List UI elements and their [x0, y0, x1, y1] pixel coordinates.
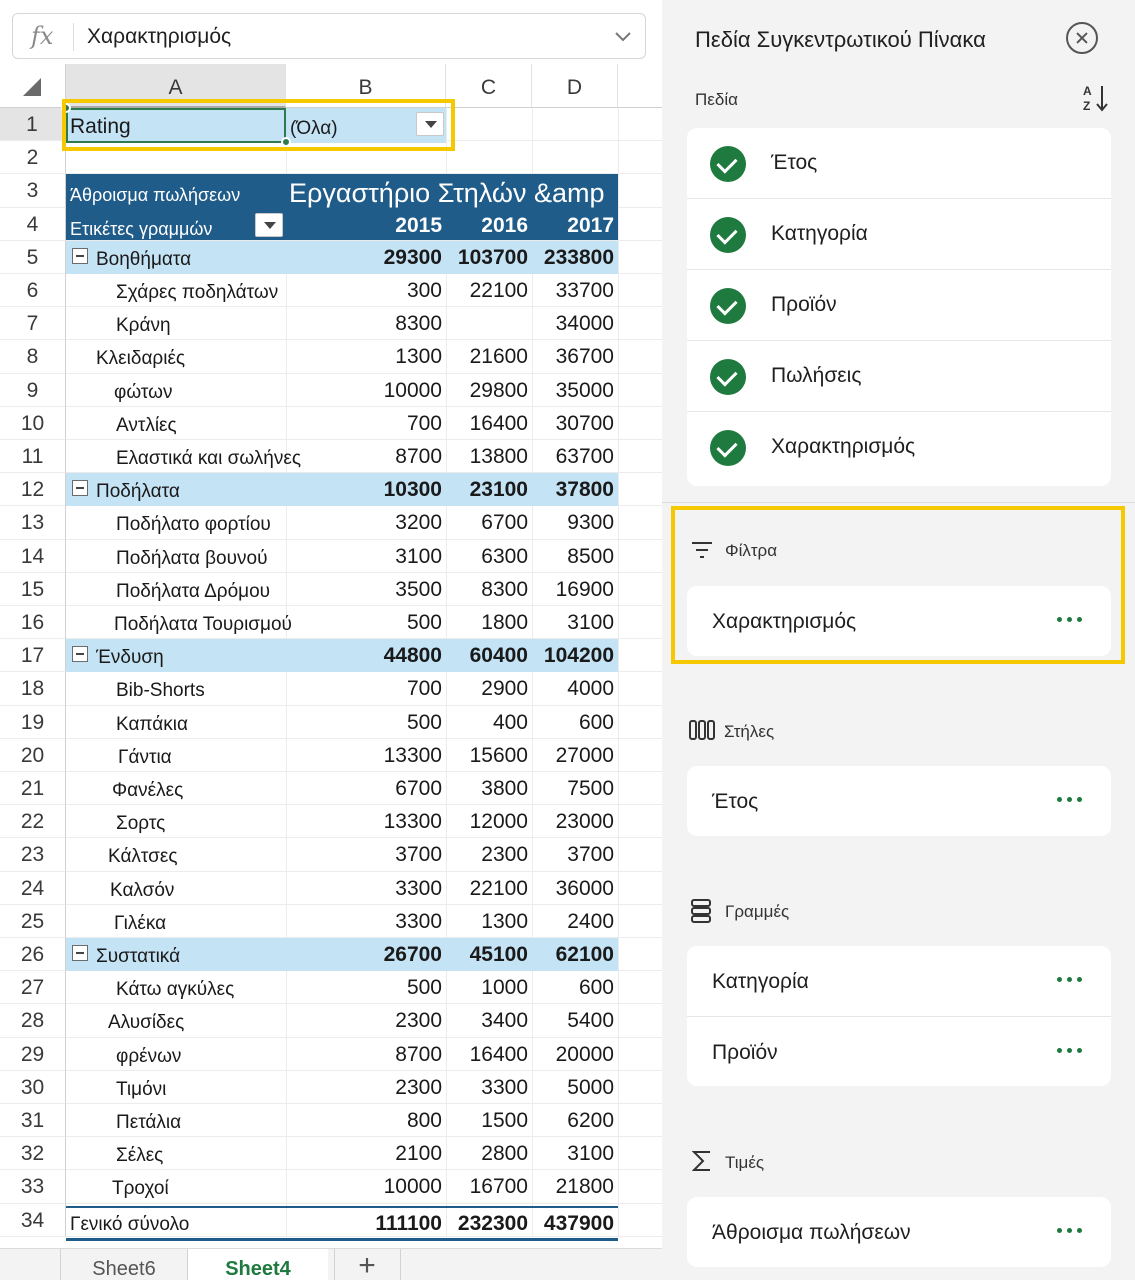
grid-line — [66, 1037, 662, 1038]
filter-area-item[interactable]: Χαρακτηρισμός — [712, 610, 857, 633]
row-header[interactable]: 30 — [0, 1071, 66, 1104]
field-label: Κατηγορία — [771, 222, 868, 245]
grid-line — [66, 1070, 662, 1071]
pivot-column-labels[interactable]: Εργαστήριο Στηλών &amp — [289, 178, 605, 208]
pivot-value-cell[interactable]: 800 — [406, 1109, 442, 1132]
pivot-item-label[interactable]: Τροχοί — [112, 1178, 169, 1200]
grid-line — [446, 108, 447, 1237]
row-header[interactable]: 5 — [0, 241, 66, 274]
filter-icon — [691, 541, 713, 559]
collapse-icon[interactable] — [72, 480, 88, 496]
pivot-value-cell[interactable]: 1500 — [481, 1109, 528, 1132]
pivot-value-cell[interactable]: 1000 — [481, 976, 528, 1000]
pivot-value-cell[interactable]: 3100 — [567, 1142, 614, 1166]
pivot-value-cell[interactable]: 20000 — [555, 1042, 614, 1066]
more-options-icon[interactable] — [1057, 617, 1083, 625]
pivot-value-cell[interactable]: 37800 — [555, 478, 614, 502]
row-header[interactable]: 26 — [0, 938, 66, 971]
pivot-item-label[interactable]: Κράνη — [116, 315, 171, 337]
pivot-value-cell[interactable]: 10000 — [383, 1175, 442, 1199]
row-header[interactable]: 23 — [0, 838, 66, 871]
fields-list — [687, 128, 1111, 486]
column-header-e[interactable] — [618, 64, 662, 108]
grand-total-value: 437900 — [543, 1212, 614, 1235]
row-labels-caption: Ετικέτες γραμμών — [70, 219, 213, 239]
pivot-item-label[interactable]: Αντλίες — [116, 414, 177, 436]
pivot-value-cell[interactable]: 36000 — [555, 876, 614, 900]
grid-line — [66, 339, 662, 340]
pivot-value-cell[interactable]: 7500 — [567, 777, 614, 800]
pivot-value-cell[interactable]: 2100 — [395, 1142, 442, 1166]
columns-icon — [689, 720, 715, 740]
field-row[interactable] — [687, 128, 1111, 199]
pivot-value-cell[interactable]: 400 — [492, 710, 528, 734]
grand-total-value: 232300 — [457, 1212, 528, 1235]
field-row[interactable] — [687, 412, 1111, 483]
field-row[interactable] — [687, 341, 1111, 412]
pivot-value-cell[interactable]: 33700 — [555, 279, 614, 302]
pivot-value-cell[interactable]: 3400 — [481, 1009, 528, 1033]
pivot-value-cell[interactable]: 3200 — [395, 511, 442, 535]
grand-total-rule — [66, 1206, 618, 1208]
pivot-value-cell[interactable]: 3500 — [395, 577, 442, 601]
collapse-icon[interactable] — [72, 248, 88, 264]
grid-line — [66, 1203, 662, 1204]
more-options-icon[interactable] — [1057, 1048, 1083, 1056]
close-icon[interactable] — [1066, 22, 1098, 54]
row-header[interactable]: 34 — [0, 1204, 66, 1237]
pivot-value-cell[interactable]: 22100 — [469, 279, 528, 302]
pane-title: Πεδία Συγκεντρωτικού Πίνακα — [695, 27, 986, 52]
row-header[interactable]: 4 — [0, 208, 66, 241]
pivot-item-label[interactable]: Αλυσίδες — [108, 1012, 185, 1034]
grid-line — [66, 738, 662, 739]
pivot-value-cell[interactable]: 3100 — [567, 611, 614, 634]
row-header[interactable]: 10 — [0, 407, 66, 440]
pivot-value-cell[interactable]: 16700 — [469, 1175, 528, 1199]
active-cell-selection — [66, 108, 286, 143]
pivot-value-cell[interactable]: 16400 — [469, 411, 528, 435]
row-header[interactable]: 18 — [0, 672, 66, 705]
column-header-c[interactable]: C — [446, 64, 532, 108]
tab-separator — [400, 1249, 401, 1280]
pivot-fields-pane — [662, 0, 1135, 1280]
pivot-value-cell[interactable]: 44800 — [383, 644, 442, 668]
row-header[interactable]: 2 — [0, 141, 66, 174]
pivot-value-cell[interactable]: 27000 — [555, 743, 614, 767]
row-header[interactable]: 8 — [0, 340, 66, 373]
column-header-d[interactable]: D — [532, 64, 618, 108]
grid-line — [66, 406, 662, 407]
pivot-value-cell[interactable]: 3700 — [567, 843, 614, 867]
grid-line — [66, 804, 662, 805]
pivot-value-cell[interactable]: 6700 — [481, 511, 528, 535]
checkbox-checked-icon[interactable] — [710, 288, 746, 324]
values-area — [687, 1197, 1111, 1267]
pivot-value-cell[interactable]: 1300 — [481, 909, 528, 933]
pivot-value-cell[interactable]: 500 — [406, 976, 442, 1000]
columns-area — [687, 766, 1111, 836]
row-header[interactable]: 14 — [0, 540, 66, 573]
pivot-group-label[interactable]: Ένδυση — [96, 647, 164, 669]
pivot-value-cell[interactable]: 30700 — [555, 411, 614, 435]
pivot-item-label[interactable]: Κάλτσες — [108, 846, 178, 868]
pane-divider — [662, 502, 1135, 503]
grand-total-value: 111100 — [375, 1212, 442, 1235]
more-options-icon[interactable] — [1057, 977, 1083, 985]
pivot-value-cell[interactable]: 16900 — [555, 577, 614, 601]
grid-line — [66, 837, 662, 838]
row-header[interactable]: 22 — [0, 805, 66, 838]
grid-line — [66, 705, 662, 706]
year-header: 2016 — [481, 214, 528, 237]
pivot-item-label[interactable]: Ποδήλατα Τουρισμού — [114, 614, 292, 635]
tab-separator — [334, 1249, 335, 1280]
more-options-icon[interactable] — [1057, 1228, 1083, 1236]
pivot-value-cell[interactable]: 104200 — [543, 644, 614, 668]
pivot-value-cell[interactable]: 13300 — [383, 743, 442, 767]
grid-line — [618, 108, 619, 1237]
pivot-value-cell[interactable]: 3800 — [481, 777, 528, 800]
values-section-label: Τιμές — [725, 1153, 765, 1172]
pivot-value-cell[interactable]: 8700 — [395, 1042, 442, 1066]
row-header[interactable]: 15 — [0, 573, 66, 606]
pivot-value-cell[interactable]: 700 — [406, 411, 442, 435]
pivot-item-label[interactable]: Κλειδαριές — [96, 348, 186, 370]
row-header[interactable]: 27 — [0, 971, 66, 1004]
grid-line — [66, 771, 662, 772]
formula-bar[interactable] — [12, 13, 646, 59]
grid-line — [66, 572, 662, 573]
fields-section-label: Πεδία — [695, 90, 738, 109]
rows-icon — [691, 899, 711, 923]
grand-total-label: Γενικό σύνολο — [70, 1214, 190, 1235]
pivot-value-cell[interactable]: 3700 — [395, 843, 442, 867]
pivot-value-cell[interactable]: 13800 — [469, 445, 528, 468]
pivot-value-cell[interactable]: 21600 — [469, 345, 528, 369]
pivot-value-cell[interactable]: 3300 — [395, 876, 442, 900]
sort-az-icon[interactable] — [1082, 83, 1110, 113]
rows-area — [687, 946, 1111, 1086]
filter-value: (Όλα) — [290, 118, 338, 139]
pivot-value-cell[interactable]: 6700 — [395, 777, 442, 800]
row-header[interactable]: 6 — [0, 274, 66, 307]
grid-line — [66, 439, 662, 440]
column-header-b[interactable]: B — [286, 64, 446, 108]
field-row[interactable] — [687, 199, 1111, 270]
add-sheet-button[interactable]: + — [358, 1249, 376, 1280]
grid-line — [66, 1169, 662, 1170]
grid-line — [66, 1003, 662, 1004]
pivot-item-label[interactable]: Πετάλια — [116, 1112, 182, 1133]
pivot-group-label[interactable]: Βοηθήματα — [96, 248, 192, 270]
pivot-value-cell[interactable]: 62100 — [555, 943, 614, 966]
pivot-value-cell[interactable]: 1300 — [395, 345, 442, 369]
pivot-value-cell[interactable]: 34000 — [555, 312, 614, 336]
more-options-icon[interactable] — [1057, 797, 1083, 805]
pivot-value-cell[interactable]: 60400 — [469, 644, 528, 668]
pivot-value-cell[interactable]: 6200 — [567, 1109, 614, 1132]
pivot-value-cell[interactable]: 13300 — [383, 810, 442, 834]
pivot-value-cell[interactable]: 45100 — [469, 943, 528, 966]
sheet-tab-sheet4[interactable]: Sheet4 — [188, 1249, 328, 1280]
filter-field-label: Rating — [70, 115, 131, 138]
pivot-item-label[interactable]: φώτων — [114, 381, 173, 403]
row-area-item[interactable]: Κατηγορία — [712, 970, 809, 993]
row-labels-dropdown-button[interactable] — [255, 213, 283, 237]
pivot-value-cell[interactable]: 35000 — [555, 378, 614, 402]
pivot-value-cell[interactable]: 103700 — [457, 245, 528, 269]
formula-divider — [73, 23, 74, 51]
field-label: Χαρακτηρισμός — [771, 435, 916, 458]
pivot-value-cell[interactable]: 10000 — [383, 378, 442, 402]
sheet-tab-bar — [0, 1248, 662, 1280]
pivot-values-label: Άθροισμα πωλήσεων — [70, 185, 241, 205]
pivot-value-cell[interactable]: 36700 — [555, 345, 614, 369]
row-header[interactable]: 11 — [0, 440, 66, 473]
grid-line — [66, 539, 662, 540]
pivot-item-label[interactable]: Ελαστικά και σωλήνες — [116, 448, 301, 469]
pivot-value-cell[interactable]: 233800 — [543, 245, 614, 269]
sigma-icon — [692, 1150, 712, 1172]
pivot-item-label[interactable]: Καπάκια — [116, 713, 188, 735]
pivot-item-label[interactable]: Καλσόν — [110, 879, 175, 901]
filters-area — [687, 586, 1111, 656]
collapse-icon[interactable] — [72, 945, 88, 961]
function-icon[interactable]: fx — [31, 22, 54, 50]
pivot-value-cell[interactable]: 500 — [406, 710, 442, 734]
pivot-value-cell[interactable]: 8300 — [481, 577, 528, 601]
year-header: 2017 — [567, 214, 614, 237]
pivot-item-label[interactable]: Γιλέκα — [114, 912, 167, 934]
pivot-item-label[interactable]: Φανέλες — [112, 780, 184, 801]
pivot-value-cell[interactable]: 2300 — [395, 1009, 442, 1033]
pivot-value-cell[interactable]: 23000 — [555, 810, 614, 834]
selection-handle[interactable] — [281, 137, 291, 147]
pivot-value-cell[interactable]: 21800 — [555, 1175, 614, 1199]
svg-text:Z: Z — [1083, 99, 1091, 113]
row-header[interactable]: 33 — [0, 1170, 66, 1203]
field-label: Προϊόν — [771, 293, 837, 316]
row-area-row — [687, 946, 1111, 1017]
pivot-value-cell[interactable]: 500 — [406, 611, 442, 634]
field-row[interactable] — [687, 270, 1111, 341]
pivot-item-label[interactable]: φρένων — [116, 1045, 182, 1067]
checkbox-checked-icon[interactable] — [710, 217, 746, 253]
pivot-value-cell[interactable]: 5000 — [567, 1075, 614, 1099]
pivot-value-cell[interactable]: 10300 — [383, 478, 442, 502]
row-header[interactable]: 31 — [0, 1104, 66, 1137]
formula-value[interactable]: Χαρακτηρισμός — [87, 25, 232, 48]
grid-line — [532, 108, 533, 1237]
row-header[interactable]: 12 — [0, 473, 66, 506]
pivot-value-cell[interactable]: 29300 — [383, 245, 442, 269]
rows-section-label: Γραμμές — [725, 902, 790, 921]
select-all-icon — [23, 78, 41, 96]
row-header[interactable]: 32 — [0, 1137, 66, 1170]
pivot-item-label[interactable]: Ποδήλατα βουνού — [116, 547, 268, 569]
grid-line — [66, 1136, 662, 1137]
pivot-value-cell[interactable]: 22100 — [469, 876, 528, 900]
pivot-item-label[interactable]: Ποδήλατα Δρόμου — [116, 580, 271, 602]
column-header-a[interactable]: A — [66, 64, 286, 108]
pivot-item-label[interactable]: Σέλες — [116, 1145, 164, 1167]
collapse-icon[interactable] — [72, 646, 88, 662]
sheet-tab-sheet6[interactable]: Sheet6 — [92, 1258, 156, 1280]
pivot-value-cell[interactable]: 12000 — [469, 810, 528, 834]
year-header: 2015 — [395, 214, 442, 237]
pivot-value-cell[interactable]: 2300 — [395, 1075, 442, 1099]
filter-dropdown-button[interactable] — [416, 112, 444, 136]
row-header[interactable]: 9 — [0, 374, 66, 407]
pivot-value-cell[interactable]: 26700 — [383, 943, 442, 966]
pivot-item-label[interactable]: Σορτς — [116, 813, 166, 835]
pivot-value-cell[interactable]: 8700 — [395, 445, 442, 468]
pivot-value-cell[interactable]: 3300 — [395, 909, 442, 933]
row-header[interactable]: 24 — [0, 872, 66, 905]
pivot-value-cell[interactable]: 600 — [578, 976, 614, 1000]
row-header[interactable]: 3 — [0, 174, 66, 207]
pivot-value-cell[interactable]: 600 — [578, 710, 614, 734]
row-header[interactable]: 20 — [0, 739, 66, 772]
grid-line — [66, 1103, 662, 1104]
pivot-item-label[interactable]: Τιμόνι — [116, 1078, 167, 1100]
pivot-item-label[interactable]: Γάντια — [118, 746, 172, 768]
row-area-row — [687, 1017, 1111, 1088]
checkbox-checked-icon[interactable] — [710, 430, 746, 466]
grand-total-rule — [66, 1238, 618, 1241]
pivot-value-cell[interactable]: 4000 — [567, 677, 614, 701]
pivot-group-label[interactable]: Συστατικά — [96, 946, 181, 967]
field-label: Έτος — [771, 151, 818, 174]
pivot-value-cell[interactable]: 23100 — [469, 478, 528, 502]
filters-section-label: Φίλτρα — [725, 541, 778, 560]
pivot-value-cell[interactable]: 15600 — [469, 743, 528, 767]
pivot-value-cell[interactable]: 6300 — [481, 544, 528, 568]
pivot-item-label[interactable]: Bib-Shorts — [116, 680, 205, 702]
pivot-value-cell[interactable]: 16400 — [469, 1042, 528, 1066]
row-header[interactable]: 13 — [0, 506, 66, 539]
pivot-value-cell[interactable]: 300 — [406, 279, 442, 302]
pivot-item-label[interactable]: Σχάρες ποδηλάτων — [116, 282, 279, 303]
pivot-value-cell[interactable]: 2400 — [567, 909, 614, 933]
row-header[interactable]: 28 — [0, 1004, 66, 1037]
checkbox-checked-icon[interactable] — [710, 146, 746, 182]
row-header[interactable]: 25 — [0, 905, 66, 938]
grid-line — [286, 108, 287, 1237]
selection-handle[interactable] — [61, 103, 71, 113]
pivot-value-cell[interactable]: 3100 — [395, 544, 442, 568]
grid-line — [66, 904, 662, 905]
row-header[interactable]: 16 — [0, 606, 66, 639]
row-header[interactable]: 7 — [0, 307, 66, 340]
row-header[interactable]: 29 — [0, 1038, 66, 1071]
column-area-item[interactable]: Έτος — [712, 790, 759, 813]
pivot-item-label[interactable]: Ποδήλατο φορτίου — [116, 514, 271, 536]
pivot-group-label[interactable]: Ποδήλατα — [96, 481, 180, 503]
grid-line — [66, 306, 662, 307]
pivot-value-cell[interactable]: 9300 — [567, 511, 614, 535]
grid-line — [66, 373, 662, 374]
pivot-value-cell[interactable]: 1800 — [481, 611, 528, 634]
pivot-value-cell[interactable]: 700 — [406, 677, 442, 701]
chevron-down-icon[interactable] — [613, 26, 633, 46]
pivot-item-label[interactable]: Κάτω αγκύλες — [116, 979, 235, 1001]
svg-text:A: A — [1083, 84, 1092, 98]
pivot-value-cell[interactable]: 29800 — [469, 378, 528, 402]
checkbox-checked-icon[interactable] — [710, 359, 746, 395]
row-header[interactable]: 21 — [0, 772, 66, 805]
value-area-item[interactable]: Άθροισμα πωλήσεων — [712, 1221, 911, 1244]
row-header[interactable]: 19 — [0, 706, 66, 739]
pivot-value-cell[interactable]: 63700 — [555, 445, 614, 468]
pivot-value-cell[interactable]: 5400 — [567, 1009, 614, 1033]
grid-line — [66, 871, 662, 872]
grid-line — [66, 605, 662, 606]
field-label: Πωλήσεις — [771, 364, 862, 387]
pivot-value-cell[interactable]: 2800 — [481, 1142, 528, 1166]
pivot-value-cell[interactable]: 3300 — [481, 1075, 528, 1099]
row-area-item[interactable]: Προϊόν — [712, 1041, 778, 1064]
pivot-value-cell[interactable]: 8300 — [395, 312, 442, 336]
columns-section-label: Στήλες — [724, 722, 775, 741]
row-header[interactable]: 17 — [0, 639, 66, 672]
pivot-value-cell[interactable]: 8500 — [567, 544, 614, 568]
row-header[interactable]: 1 — [0, 108, 66, 141]
pivot-value-cell[interactable]: 2900 — [481, 677, 528, 701]
pivot-value-cell[interactable]: 2300 — [481, 843, 528, 867]
